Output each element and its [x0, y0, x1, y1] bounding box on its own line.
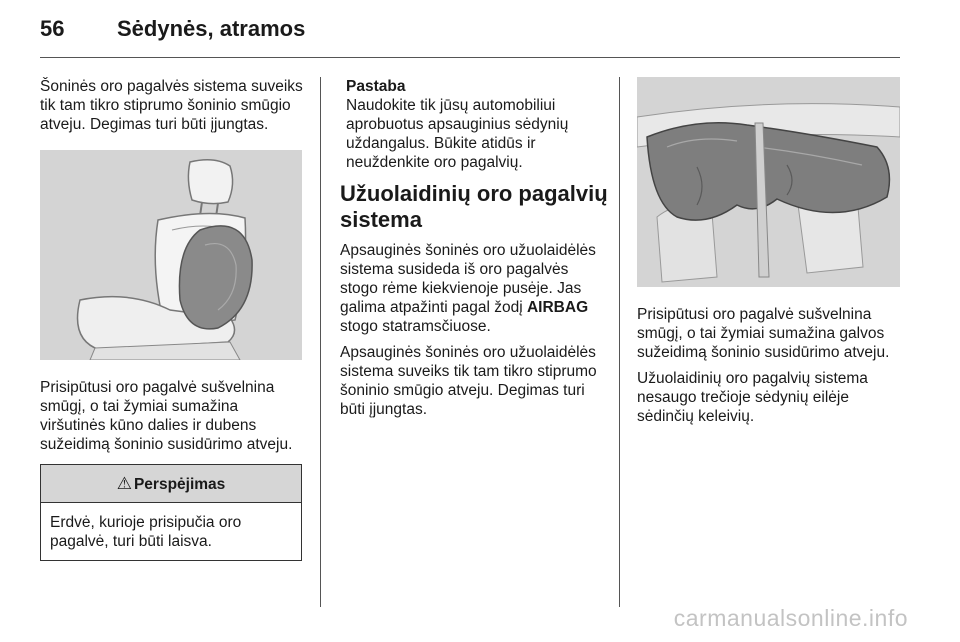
column-divider-2	[619, 77, 620, 607]
curtain-text-start: Apsauginės šoninės oro užuolaidėlės sistema susideda iš oro pagalvės stogo rėme kiekvienoje pusėje. Jas galima atpažinti pagal žodį	[340, 242, 596, 316]
seat-airbag-caption: Prisipūtusi oro pagalvė sušvelnina smūgį, o tai žymiai sumažina viršutinės kūno dalies ir dubens sužeidimą šoninio susidūrimo atveju.	[40, 379, 293, 453]
note-title: Pastaba	[346, 78, 406, 95]
note-text: Naudokite tik jūsų automobiliui aprobuotus apsauginius sėdynių uždangalus. Būkite atidūs ir neuždenkite oro pagalvių.	[346, 97, 569, 171]
warning-text: Erdvė, kurioje prisipučia oro pagalvė, turi būti laisva.	[50, 514, 242, 550]
warning-title: Perspėjimas	[133, 476, 226, 493]
curtain-airbag-illustration	[637, 77, 900, 287]
airbag-label: AIRBAG	[526, 299, 589, 316]
page-title: Sėdynės, atramos	[117, 16, 306, 41]
curtain-airbag-caption: Prisipūtusi oro pagalvė sušvelnina smūgį, o tai žymiai sumažina galvos sužeidimą šoninio susidūrimo atveju.	[637, 306, 890, 361]
section-heading: Užuolaidinių oro pagalvių sistema	[340, 181, 608, 232]
column-divider-1	[320, 77, 321, 607]
warning-box	[40, 464, 302, 561]
page-number: 56	[40, 16, 65, 41]
column-3	[637, 77, 903, 433]
warning-triangle-icon: ⚠	[116, 474, 132, 493]
header-divider	[40, 57, 900, 58]
seat-airbag-illustration	[40, 150, 302, 360]
curtain-activation-paragraph: Apsauginės šoninės oro užuolaidėlės sistema suveiks tik tam tikro stiprumo šoninio smūgio atveju. Degimas turi būti įjungtas.	[340, 344, 597, 418]
seat-airbag-drawing	[40, 150, 302, 360]
watermark: carmanualsonline.info	[673, 605, 908, 631]
curtain-description	[340, 241, 608, 336]
intro-paragraph: Šoninės oro pagalvės sistema suveiks tik tam tikro stiprumo šoninio smūgio atveju. Degimas turi būti įjungtas.	[40, 78, 303, 133]
column-2	[340, 77, 608, 426]
third-row-paragraph: Užuolaidinių oro pagalvių sistema nesaugo trečioje sėdynių eilėje sėdinčių keleivių.	[637, 370, 868, 425]
note-block	[340, 77, 608, 172]
curtain-text-end: stogo statramsčiuose.	[340, 318, 491, 335]
warning-header	[41, 465, 301, 503]
column-1	[40, 77, 306, 561]
curtain-airbag-drawing	[637, 77, 900, 287]
